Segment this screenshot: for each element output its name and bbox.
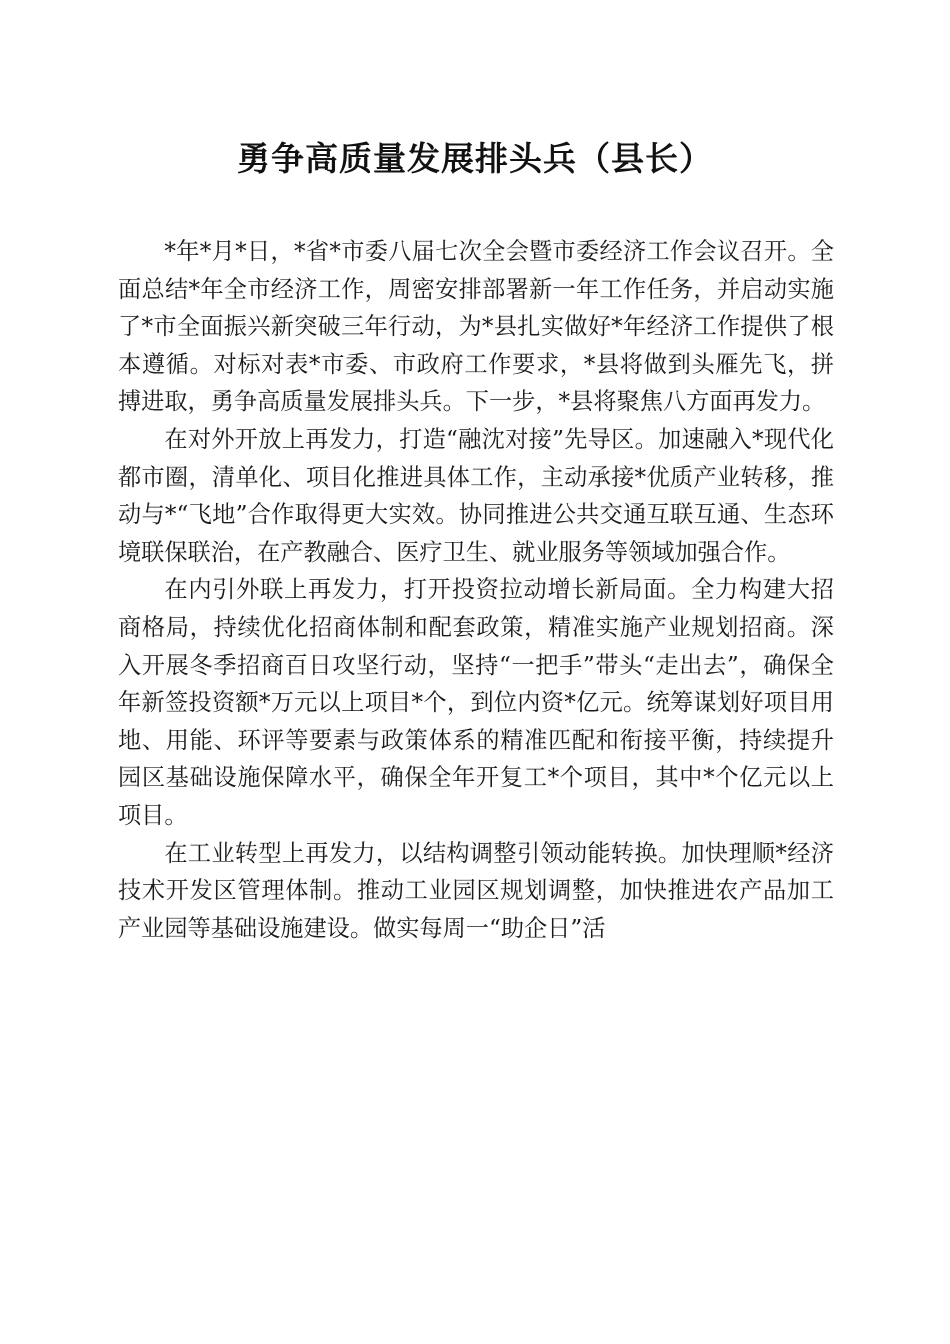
paragraph-industry: 在工业转型上再发力，以结构调整引领动能转换。加快理顺*经济技术开发区管理体制。推动工业园区规划调整，加快推进农产品加工产业园等基础设施建设。做实每周一“助企日”活 — [118, 839, 834, 942]
paragraph-investment: 在内引外联上再发力，打开投资拉动增长新局面。全力构建大招商格局，持续优化招商体制和配套政策，精准实施产业规划招商。深入开展冬季招商百日攻坚行动，坚持“一把手”带头“走出去”，确保全年新签投资额*万元以上项目*个，到位内资*亿元。统筹谋划好项目用地、用能、环评等要素与政策体系的精准匹配和衔接平衡，持续提升园区基础设施保障水平，确保全年开复工*个项目，其中*个亿元以上项目。 — [118, 576, 834, 829]
document-body — [118, 233, 834, 947]
paragraph-intro: *年*月*日，*省*市委八届七次全会暨市委经济工作会议召开。全面总结*年全市经济工作，周密安排部署新一年工作任务，并启动实施了*市全面振兴新突破三年行动，为*县扎实做好*年经济工作提供了根本遵循。对标对表*市委、市政府工作要求，*县将做到头雁先飞，拼搏进取，勇争高质量发展排头兵。下一步，*县将聚焦八方面再发力。 — [118, 238, 834, 416]
document-title: 勇争高质量发展排头兵（县长） — [237, 139, 713, 178]
paragraph-opening-up: 在对外开放上再发力，打造“融沈对接”先导区。加速融入*现代化都市圈，清单化、项目化推进具体工作，主动承接*优质产业转移，推动与*“飞地”合作取得更大实效。协同推进公共交通互联互通、生态环境联保联治，在产教融合、医疗卫生、就业服务等领域加强合作。 — [118, 425, 834, 566]
